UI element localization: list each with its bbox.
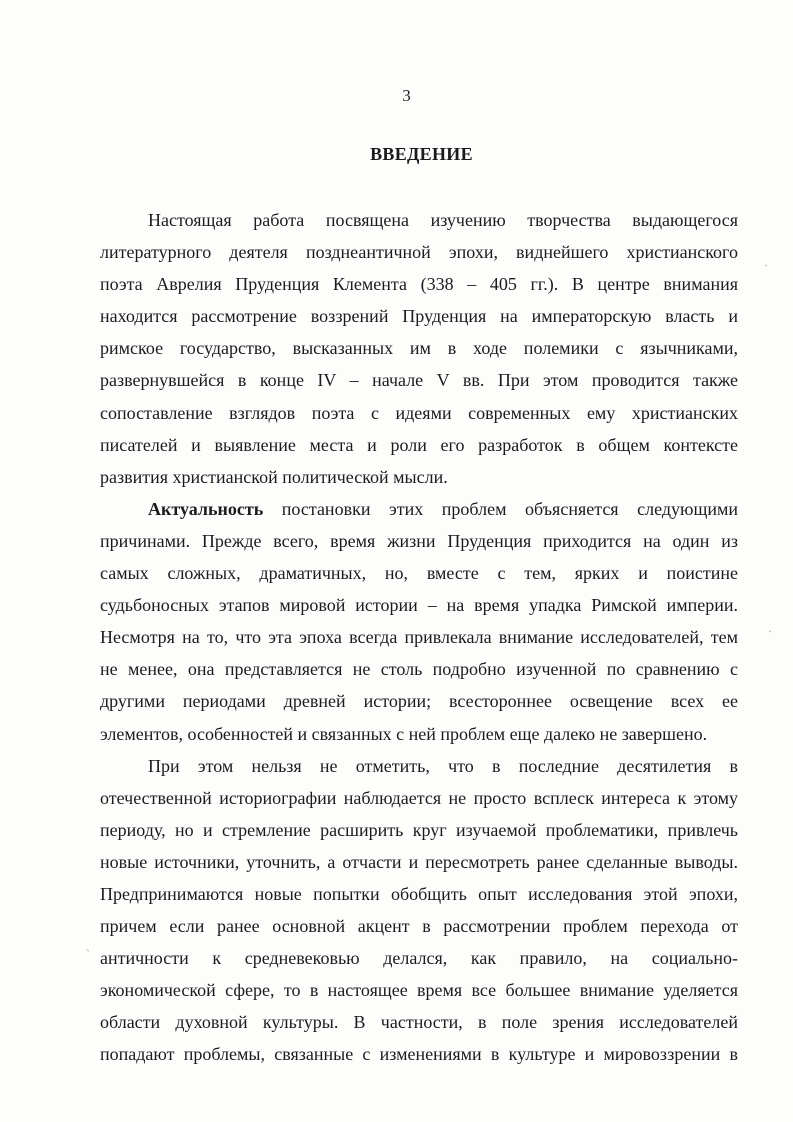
paragraph-3-line: попадают проблемы, связанные с изменениями в культуре и мировоззрении в — [100, 1044, 738, 1065]
paragraph-2-line: Несмотря на то, что эта эпоха всегда привлекала внимание исследователей, тем — [100, 627, 738, 648]
paragraph-3-line: области духовной культуры. В частности, в поле зрения исследователей — [100, 1012, 738, 1033]
paragraph-3-line: При этом нельзя не отметить, что в последние десятилетия в — [148, 755, 738, 776]
page-heading: ВВЕДЕНИЕ — [370, 144, 473, 164]
paragraph-3-line: новые источники, уточнить, а отчасти и пересмотреть ранее сделанные выводы. — [100, 851, 738, 872]
paragraph-2-line: самых сложных, драматичных, но, вместе с тем, ярких и поистине — [100, 563, 738, 584]
scan-speck: ˏ — [86, 938, 90, 952]
paragraph-1-line: поэта Аврелия Пруденция Клемента (338 – 405 гг.). В центре внимания — [100, 274, 738, 295]
paragraph-3-line: Предпринимаются новые попытки обобщить опыт исследования этой эпохи, — [100, 883, 738, 904]
paragraph-2-line: другими периодами древней истории; всестороннее освещение всех ее — [100, 691, 738, 712]
paragraph-1-line: развернувшейся в конце IV – начале V вв. При этом проводится также — [100, 370, 738, 391]
term-relevance: Актуальность — [148, 498, 264, 519]
paragraph-1-line: развития христианской политической мысли. — [100, 466, 448, 487]
paragraph-1-line: находится рассмотрение воззрений Пруденция на императорскую власть и — [100, 306, 738, 327]
body-text — [100, 204, 738, 1071]
paragraph-1-line: римское государство, высказанных им в ходе полемики с язычниками, — [100, 338, 738, 359]
paragraph-3-line: экономической сфере, то в настоящее время все большее внимание уделяется — [100, 980, 738, 1001]
paragraph-3-line: периоду, но и стремление расширить круг изучаемой проблематики, привлечь — [100, 819, 738, 840]
paragraph-2-line: судьбоносных этапов мировой истории – на время упадка Римской империи. — [100, 595, 738, 616]
scan-speck: ˋ — [768, 628, 772, 642]
paragraph-2-line: элементов, особенностей и связанных с ней проблем еще далеко не завершено. — [100, 723, 708, 744]
paragraph-3-line: античности к средневековью делался, как правило, на социально- — [100, 948, 738, 969]
paragraph-2-line: не менее, она представляется не столь подробно изученной по сравнению с — [100, 659, 738, 680]
paragraph-2-first-line — [100, 493, 738, 525]
paragraph-3-line: отечественной историографии наблюдается не просто всплеск интереса к этому — [100, 787, 738, 808]
paragraph-1-line: писателей и выявление места и роли его разработок в общем контексте — [100, 434, 738, 455]
paragraph-3-line: причем если ранее основной акцент в рассмотрении проблем перехода от — [100, 916, 738, 937]
paragraph-2-first-line-rest: постановки этих проблем объясняется следующими — [263, 498, 738, 519]
scan-speck: ˊ — [764, 262, 768, 276]
paragraph-2-line: причинами. Прежде всего, время жизни Пруденция приходится на один из — [100, 530, 738, 551]
paragraph-1-line: литературного деятеля позднеантичной эпохи, виднейшего христианского — [100, 242, 738, 263]
paragraph-1-line: сопоставление взглядов поэта с идеями современных ему христианских — [100, 402, 738, 423]
page-number: 3 — [402, 86, 411, 105]
paragraph-1-line: Настоящая работа посвящена изучению творчества выдающегося — [148, 210, 738, 230]
